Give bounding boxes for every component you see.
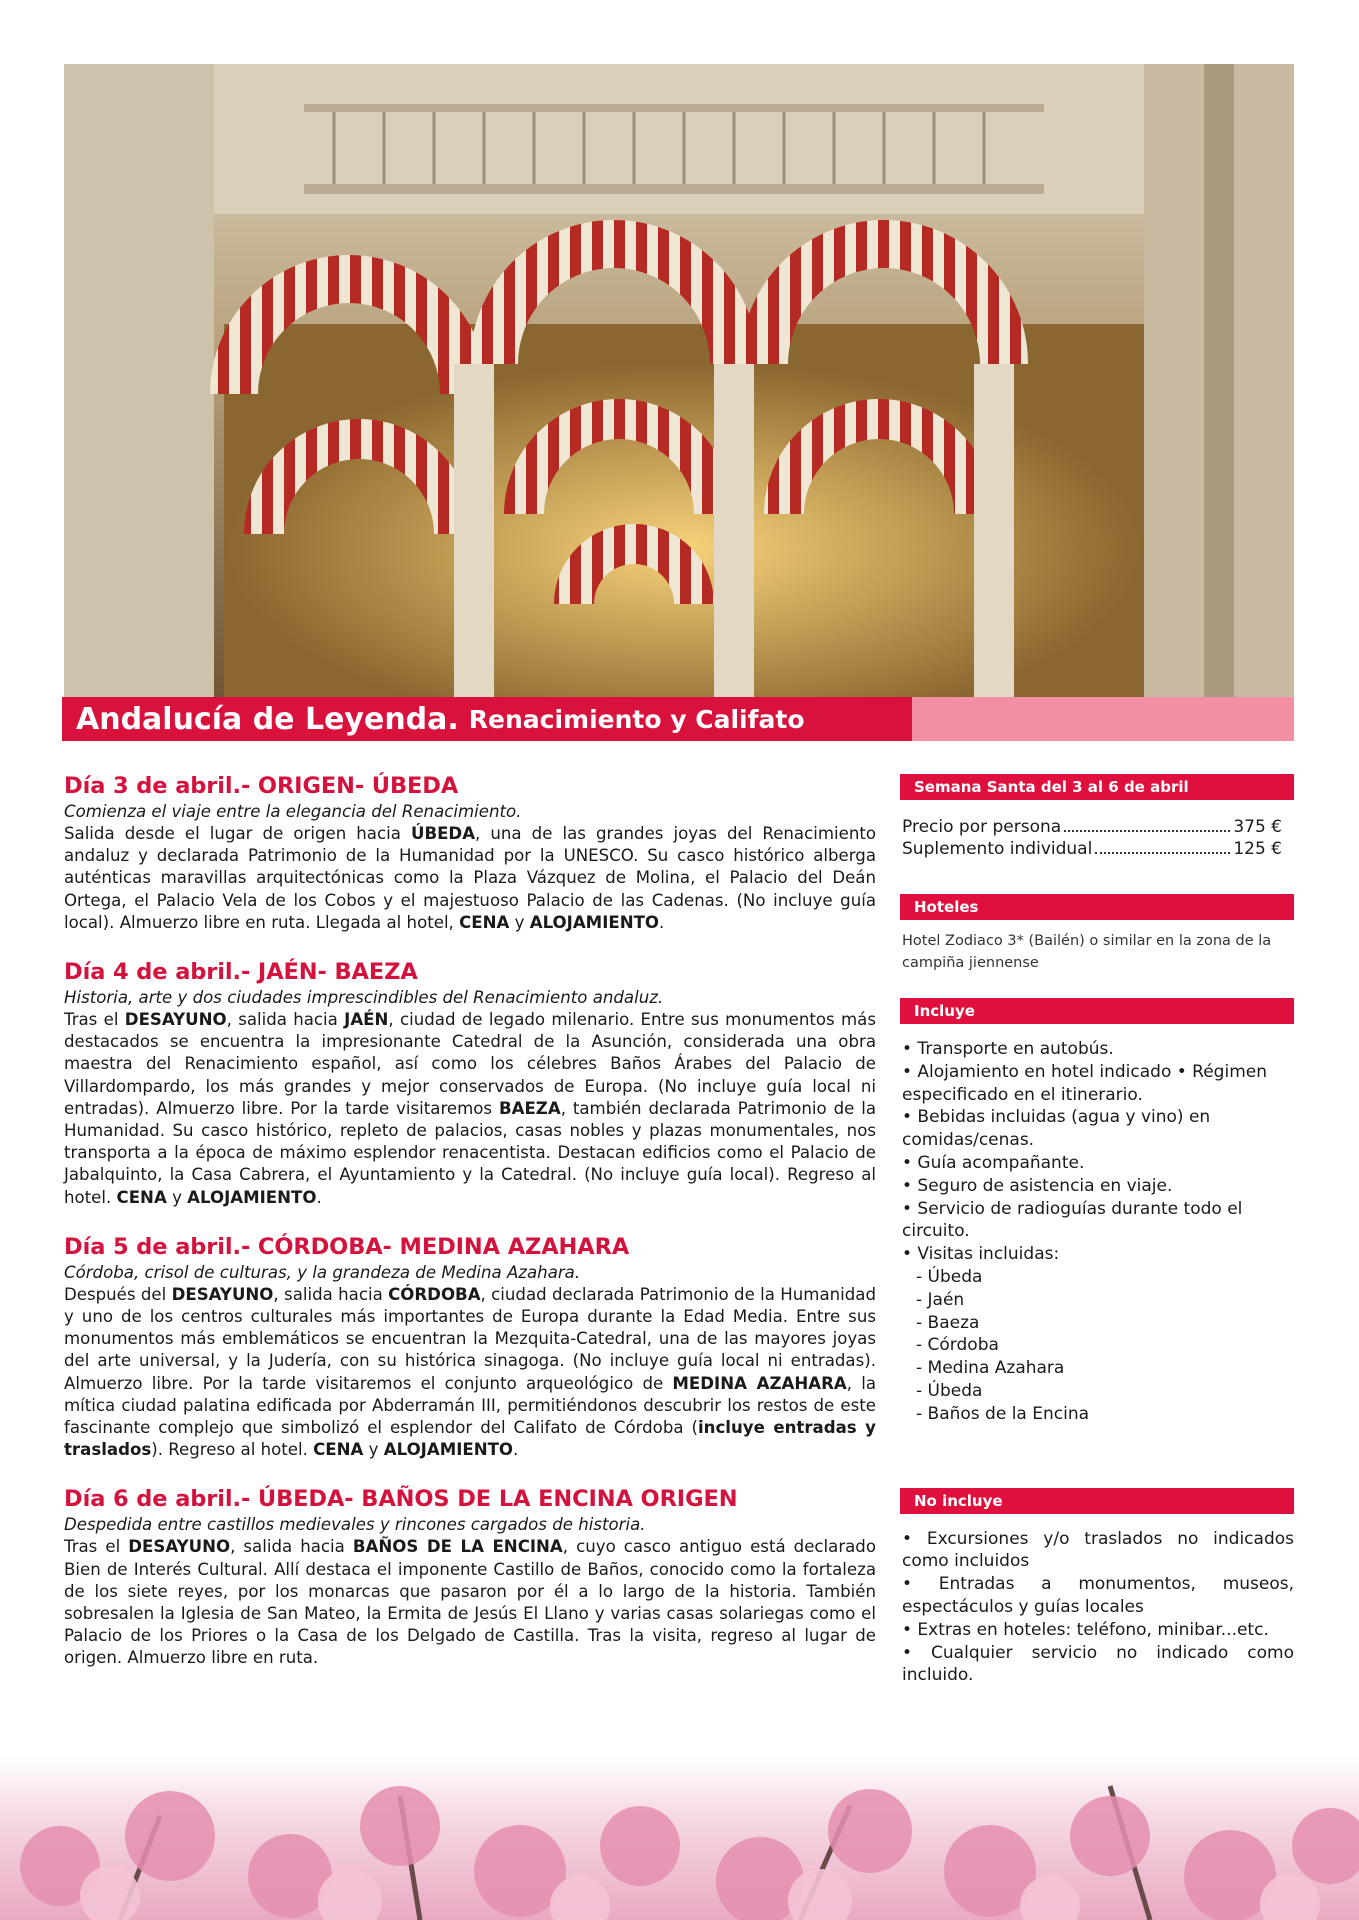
title-bar — [62, 697, 1294, 741]
visit-item: - Medina Azahara — [916, 1358, 1065, 1379]
visit-item: - Úbeda — [916, 1266, 983, 1287]
list-item: • Bebidas incluidas (agua y vino) en comidas/cenas. — [902, 1107, 1211, 1151]
page-title: Andalucía de Leyenda. — [76, 701, 459, 737]
day-subtitle: Comienza el viaje entre la elegancia del Renacimiento. — [64, 802, 522, 821]
list-item: • Transporte en autobús. — [902, 1039, 1114, 1059]
bold-text: BAÑOS DE LA ENCINA — [352, 1537, 563, 1557]
text-run: y — [166, 1187, 188, 1207]
list-item: • Excursiones y/o traslados no indicados como incluidos — [902, 1528, 1294, 1572]
cherry-blossom-decoration — [0, 1756, 1359, 1920]
bold-text: DESAYUNO — [171, 1284, 274, 1304]
text-run: . — [659, 912, 665, 932]
day-3 — [64, 772, 876, 934]
text-run: , la mítica ciudad palatina edificada por Abderramán III, permitiéndonos descubrir los restos de este fascinante complejo que simbolizó el esplendor del Califato de Córdoba ( — [64, 1373, 876, 1438]
itinerary — [64, 772, 876, 1694]
bold-text: CÓRDOBA — [388, 1284, 481, 1304]
text-run: . — [513, 1440, 519, 1460]
bold-text: DESAYUNO — [128, 1537, 231, 1557]
day-description — [64, 823, 876, 934]
list-item: • Seguro de asistencia en viaje. — [902, 1175, 1173, 1196]
bold-text: ALOJAMIENTO — [383, 1440, 514, 1460]
price-value: 125 € — [1233, 839, 1282, 859]
day-5 — [64, 1233, 876, 1462]
text-run: , ciudad de legado milenario. Entre sus monumentos más destacados se encuentra la impresionante Catedral de la Asunción, considerada una obra maestra del Renacimiento español, así como los célebres Baños Árabes del Palacio de Villardompardo, los más grandes y mejor conservados de Europa. (No incluye guía local ni entradas). Almuerzo libre. Por la tarde visitaremos — [64, 1010, 876, 1118]
list-item: • Extras en hoteles: teléfono, minibar...etc. — [902, 1619, 1269, 1640]
bold-text: ALOJAMIENTO — [187, 1187, 317, 1207]
hotels-heading: Hoteles — [900, 894, 1294, 920]
day-subtitle: Córdoba, crisol de culturas, y la grandeza de Medina Azahara. — [64, 1262, 581, 1282]
bold-text: incluye entradas y traslados — [64, 1418, 876, 1460]
text-run: , salida hacia — [273, 1284, 389, 1304]
list-item: • Cualquier servicio no indicado como incluido. — [902, 1642, 1294, 1686]
price-label: Suplemento individual — [902, 839, 1093, 859]
text-run: , salida hacia — [226, 1010, 345, 1030]
day-description — [64, 1536, 876, 1669]
visit-item: - Baños de la Encina — [916, 1403, 1090, 1424]
day-4 — [64, 958, 876, 1209]
bold-text: JAÉN — [344, 1010, 389, 1030]
title-box — [62, 697, 912, 741]
hero-photo-mezquita-arches — [64, 64, 1294, 698]
text-run: , cuyo casco antiguo está declarado Bien de Interés Cultural. Allí destaca el imponente Castillo de Baños, conocido como la fortaleza de los siete reyes, por los monarcas que pasaron por él a lo largo de la historia. También sobresalen la Iglesia de San Mateo, la Ermita de Jesús El Llano y varias casas solariegas como el Palacio de los Priores o la Casa de los Delgado de Castilla. Tras la visita, regreso al lugar de origen. Almuerzo libre en ruta. — [64, 1537, 876, 1668]
excludes-list — [900, 1528, 1294, 1688]
text-run: y — [363, 1440, 384, 1460]
pricing-heading: Semana Santa del 3 al 6 de abril — [900, 774, 1294, 800]
list-item: • Alojamiento en hotel indicado • Régimen especificado en el itinerario. — [902, 1061, 1267, 1105]
list-item: • Guía acompañante. — [902, 1152, 1085, 1173]
price-value: 375 € — [1233, 817, 1282, 837]
includes-heading: Incluye — [900, 998, 1294, 1024]
text-run: Tras el — [64, 1010, 125, 1030]
list-item: • Entradas a monumentos, museos, espectáculos y guías locales — [902, 1574, 1294, 1617]
bold-text: BAEZA — [498, 1098, 561, 1118]
day-6 — [64, 1485, 876, 1669]
text-run: , también declarada Patrimonio de la Humanidad. Su casco histórico, repleto de palacios, casas nobles y plazas monumentales, nos transporta a la época de máximo esplendor renacentista. Destacan edificios como el Palacio de Jabalquinto, la Casa Cabrera, el Ayuntamiento y la Catedral. (No incluye guía local). Regreso al hotel. — [64, 1098, 877, 1207]
text-run: Salida desde el lugar de origen hacia — [64, 824, 411, 843]
bold-text: ÚBEDA — [410, 824, 476, 843]
bold-text: CENA — [313, 1440, 364, 1460]
bold-text: ALOJAMIENTO — [529, 912, 660, 932]
bold-text: DESAYUNO — [124, 1010, 227, 1030]
text-run: Tras el — [64, 1537, 129, 1557]
bold-text: MEDINA AZAHARA — [672, 1373, 847, 1393]
leader-dots — [1095, 852, 1230, 854]
day-title: Día 6 de abril.- ÚBEDA- BAÑOS DE LA ENCINA ORIGEN — [64, 1486, 738, 1513]
text-run: , salida hacia — [230, 1537, 353, 1557]
day-subtitle: Despedida entre castillos medievales y rincones cargados de historia. — [64, 1515, 646, 1535]
text-run: , una de las grandes joyas del Renacimiento andaluz y declarada Patrimonio de la Humanidad por la UNESCO. Su casco histórico alberga auténticas maravillas arquitectónicas como la Plaza Vázquez de Molina, el Palacio del Deán Ortega, el Palacio Vela de los Cobos y el majestuoso Palacio de las Cadenas. (No incluye guía local). Almuerzo libre en ruta. Llegada al hotel, — [64, 824, 876, 932]
hotels-text: Hotel Zodiaco 3* (Bailén) o similar en la zona de la campiña jiennense — [902, 933, 1272, 971]
list-item: • Servicio de radioguías durante todo el circuito. — [902, 1198, 1243, 1242]
list-item: • Visitas incluidas: — [902, 1244, 1060, 1265]
price-row — [902, 816, 1294, 838]
page-subtitle: Renacimiento y Califato — [468, 704, 805, 734]
includes-list — [900, 1038, 1294, 1426]
text-run: ). Regreso al hotel. — [151, 1440, 314, 1460]
day-title: Día 5 de abril.- CÓRDOBA- MEDINA AZAHARA — [64, 1233, 630, 1260]
text-run: y — [509, 912, 530, 932]
bold-text: CENA — [116, 1187, 167, 1207]
info-sidebar — [900, 774, 1294, 1687]
price-label: Precio por persona — [902, 817, 1062, 837]
leader-dots — [1064, 830, 1230, 832]
day-subtitle: Historia, arte y dos ciudades imprescindibles del Renacimiento andaluz. — [64, 988, 664, 1008]
visit-item: - Baeza — [916, 1312, 980, 1333]
day-title: Día 4 de abril.- JAÉN- BAEZA — [64, 959, 418, 986]
text-run: Después del — [64, 1284, 172, 1304]
day-title: Día 3 de abril.- ORIGEN- ÚBEDA — [64, 773, 459, 799]
excludes-heading: No incluye — [900, 1488, 1294, 1514]
day-description — [64, 1009, 876, 1209]
visit-item: - Córdoba — [916, 1335, 999, 1356]
text-run: . — [316, 1187, 322, 1207]
visit-item: - Úbeda — [916, 1380, 983, 1401]
price-row — [902, 838, 1294, 860]
visit-item: - Jaén — [916, 1289, 965, 1310]
bold-text: CENA — [459, 912, 510, 932]
pricing-table — [900, 816, 1294, 860]
day-description — [64, 1284, 876, 1462]
text-run: , ciudad declarada Patrimonio de la Humanidad y uno de los centros culturales más importantes de Europa durante la Edad Media. Entre sus monumentos más emblemáticos se encuentran la Mezquita-Catedral, una de las mayores joyas del arte universal, y la Judería, con su histórica sinagoga. (No incluye guía local ni entradas). Almuerzo libre. Por la tarde visitaremos el conjunto arqueológico de — [64, 1284, 876, 1393]
